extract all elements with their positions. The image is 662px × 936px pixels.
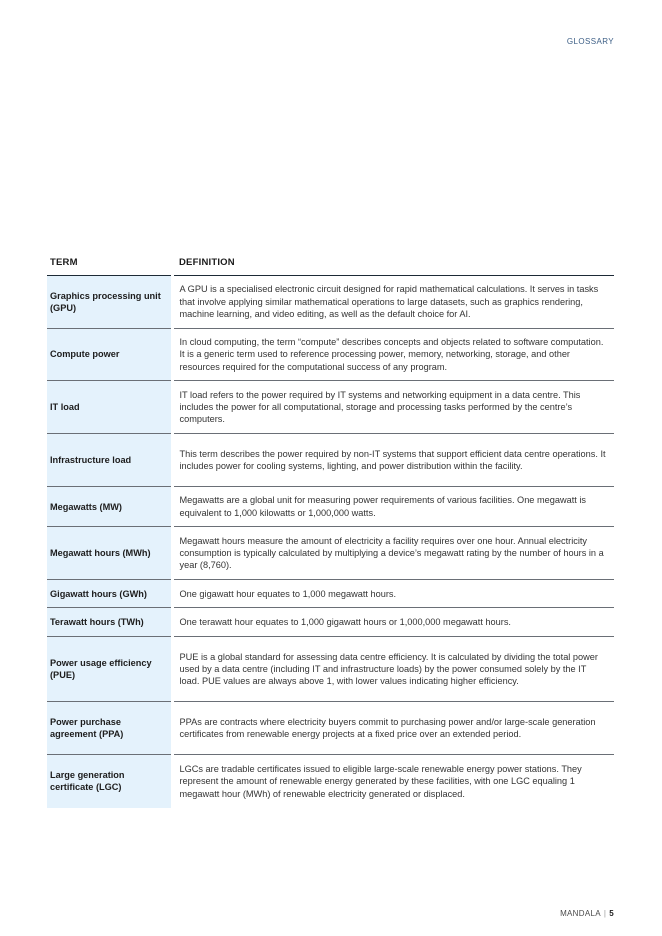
- term-cell: Gigawatt hours (GWh): [47, 580, 172, 608]
- definition-cell: Megawatt hours measure the amount of electricity a facility requires over one hour. Annual electricity consumption is typically calculated by multiplying a device’s megawatt rating by the number of hours in a year (8,760).: [172, 527, 614, 580]
- term-cell: Power usage efficiency (PUE): [47, 637, 172, 702]
- term-cell: Power purchase agreement (PPA): [47, 702, 172, 755]
- table-row: [47, 580, 614, 608]
- table-row: [47, 608, 614, 637]
- table-header-row: [47, 257, 614, 276]
- page-number: 5: [609, 909, 614, 918]
- definition-cell: One gigawatt hour equates to 1,000 megawatt hours.: [172, 580, 614, 608]
- definition-cell: PUE is a global standard for assessing data centre efficiency. It is calculated by dividing the total power used by a data centre (including IT and infrastructure loads) by the power consumed solely by the IT load. PUE values are always above 1, with lower values indicating higher efficiency.: [172, 637, 614, 702]
- term-cell: Terawatt hours (TWh): [47, 608, 172, 637]
- term-cell: Infrastructure load: [47, 434, 172, 487]
- definition-cell: Megawatts are a global unit for measuring power requirements of various facilities. One megawatt is equivalent to 1,000 kilowatts or 1,000,000 watts.: [172, 487, 614, 527]
- definition-column-header: DEFINITION: [172, 257, 614, 276]
- section-label: GLOSSARY: [566, 37, 614, 46]
- table-row: [47, 381, 614, 434]
- definition-cell: PPAs are contracts where electricity buyers commit to purchasing power and/or large-scale generation certificates from renewable energy projects at a fixed price over an extended period.: [172, 702, 614, 755]
- footer-separator: |: [603, 909, 607, 918]
- table-row: [47, 487, 614, 527]
- term-column-header: TERM: [47, 257, 172, 276]
- term-cell: Graphics processing unit (GPU): [47, 276, 172, 329]
- table-row: [47, 434, 614, 487]
- table-row: [47, 637, 614, 702]
- term-cell: Large generation certificate (LGC): [47, 755, 172, 808]
- table-row: [47, 702, 614, 755]
- footer-brand: MANDALA: [560, 909, 601, 918]
- table-row: [47, 527, 614, 580]
- definition-cell: In cloud computing, the term “compute” describes concepts and objects related to software computation. It is a generic term used to reference processing power, memory, networking, storage, and other resources required for the computational success of any program.: [172, 329, 614, 381]
- definition-cell: This term describes the power required by non-IT systems that support efficient data centre operations. It includes power for cooling systems, lighting, and power distribution within the facility.: [172, 434, 614, 487]
- table-row: [47, 755, 614, 808]
- term-cell: Megawatts (MW): [47, 487, 172, 527]
- table-row: [47, 276, 614, 329]
- term-cell: Compute power: [47, 329, 172, 381]
- table-row: [47, 329, 614, 381]
- page-footer: [560, 909, 614, 918]
- definition-cell: A GPU is a specialised electronic circuit designed for rapid mathematical calculations. It serves in tasks that involve applying similar mathematical operations to large datasets, such as graphics rendering, machine learning, and video editing, as well as the default choice for AI.: [172, 276, 614, 329]
- definition-cell: LGCs are tradable certificates issued to eligible large-scale renewable energy power stations. They represent the amount of renewable energy generated by these facilities, with one LGC equaling 1 megawatt hour (MWh) of renewable electricity generated or displaced.: [179, 763, 582, 799]
- glossary-table: [47, 257, 614, 808]
- term-cell: IT load: [47, 381, 172, 434]
- definition-cell: IT load refers to the power required by IT systems and networking equipment in a data centre. This includes the power for all computational, storage and processing tasks performed by the centre’s computers.: [172, 381, 614, 434]
- term-cell: Megawatt hours (MWh): [47, 527, 172, 580]
- definition-cell: One terawatt hour equates to 1,000 gigawatt hours or 1,000,000 megawatt hours.: [172, 608, 614, 637]
